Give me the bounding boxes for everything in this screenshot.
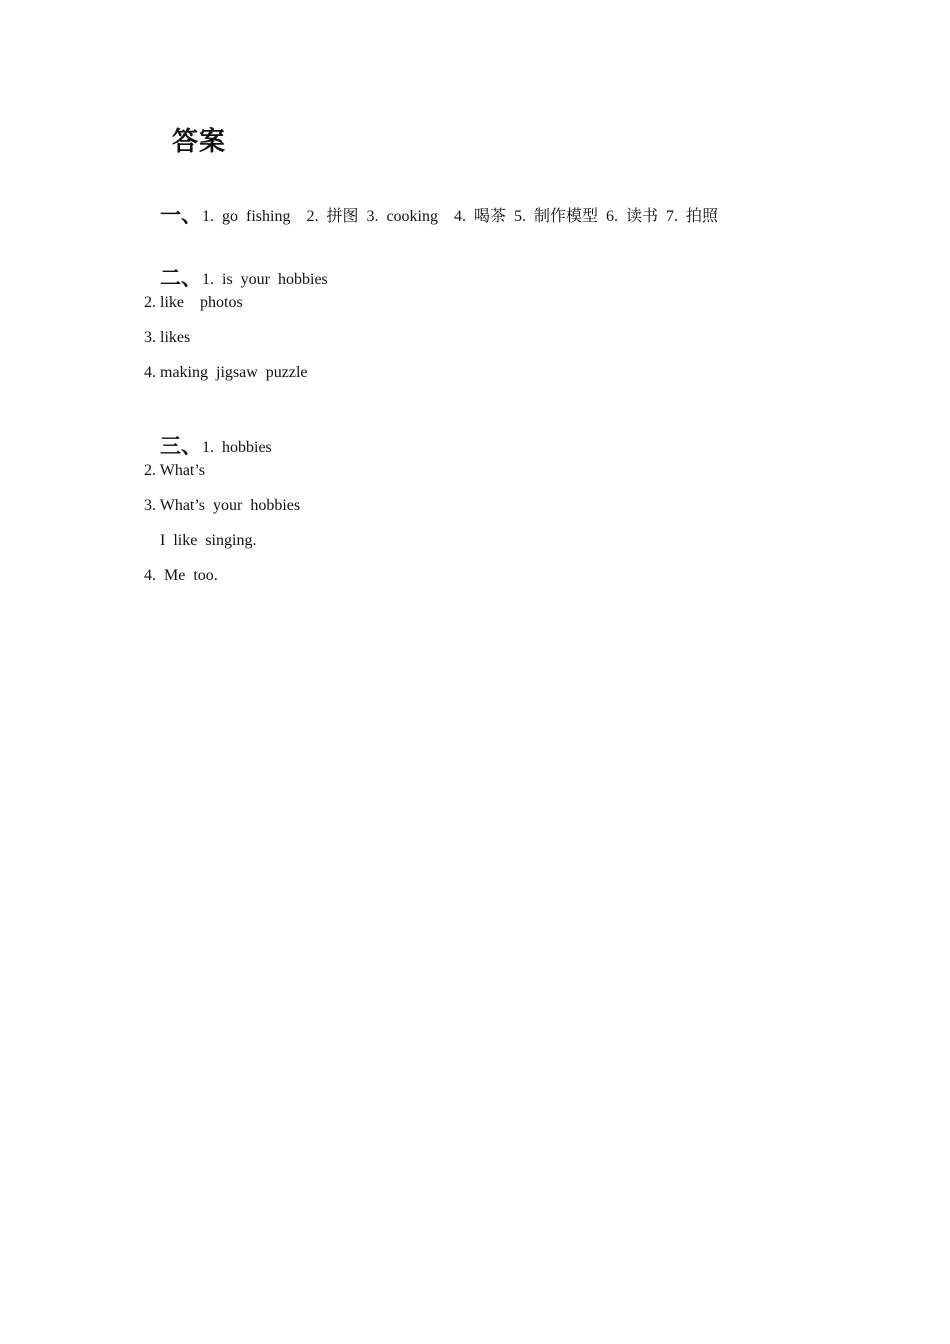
section-3-answer-3: 3. What’s your hobbies (144, 497, 301, 514)
section-2-marker: 二、 (160, 266, 202, 290)
section-3-marker: 三、 (160, 434, 202, 458)
section-2-answer-2: 2. like photos (144, 294, 243, 311)
section-2-answer-3: 3. likes (144, 329, 191, 346)
section-3-answer-4: 4. Me too. (144, 567, 218, 584)
section-1-answers: 1. go fishing 2. 拼图 3. cooking 4. 喝茶 5. 制作模型 6. 读书 7. 拍照 (202, 208, 718, 225)
section-1-marker: 一、 (160, 203, 202, 227)
page-title: 答案 (172, 127, 227, 157)
section-3-answer-3-reply: I like singing. (160, 532, 257, 549)
section-2-answer-4: 4. making jigsaw puzzle (144, 364, 308, 381)
section-1-line (144, 182, 718, 250)
section-2-answer-1: 1. is your hobbies (202, 271, 328, 288)
section-3-answer-1: 1. hobbies (202, 439, 272, 456)
section-3-answer-2: 2. What’s (144, 462, 206, 479)
